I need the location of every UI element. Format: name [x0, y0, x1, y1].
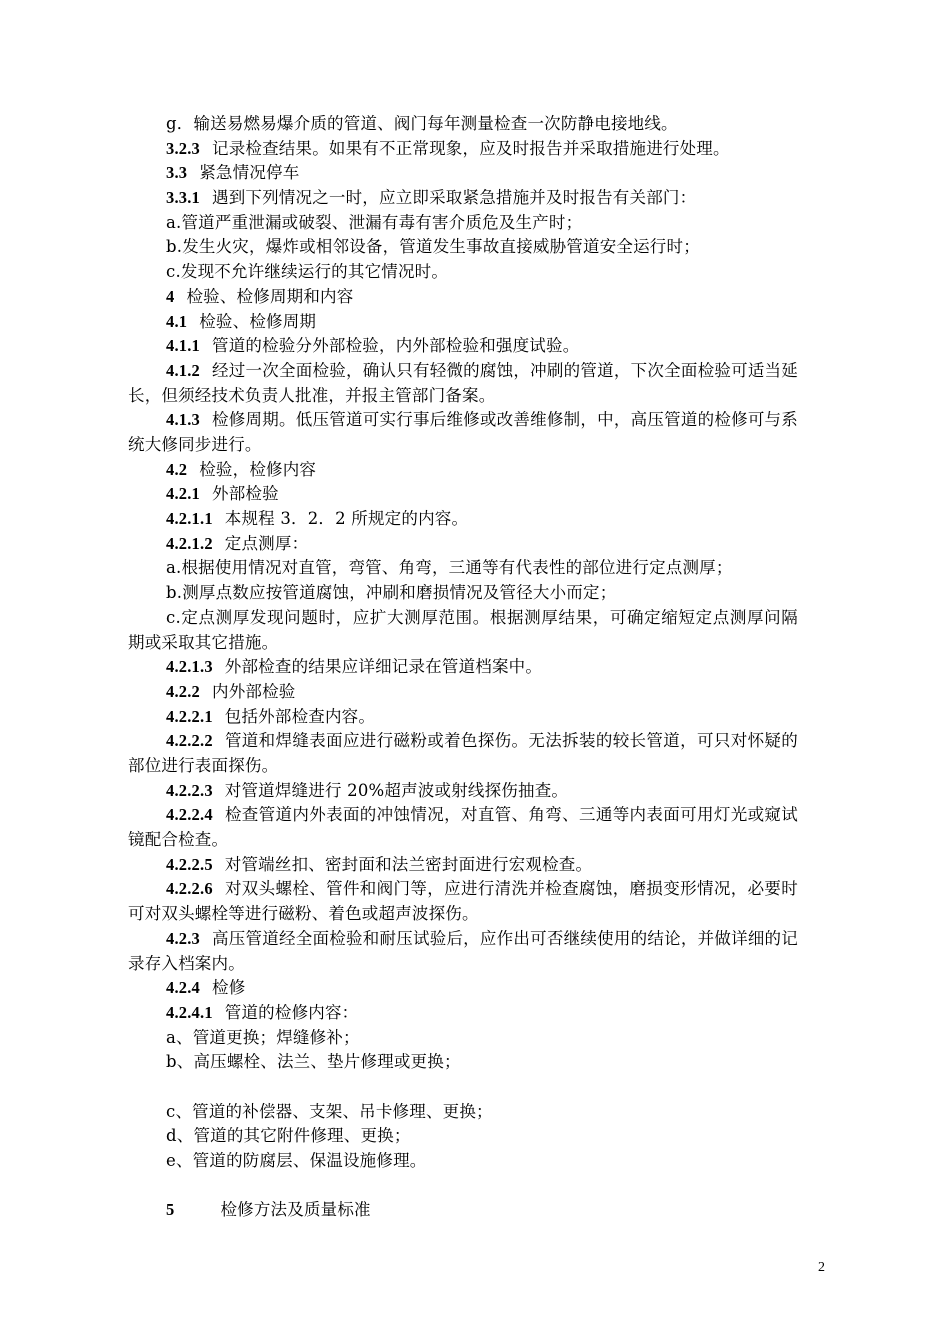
clause-text: 外部检验 [212, 484, 279, 504]
line-group-5 [166, 1100, 836, 1174]
clause-text: 管道的检验分外部检验，内外部检验和强度试验。 [212, 336, 580, 356]
clause-text: 检验、检修周期和内容 [186, 286, 354, 306]
clause-text: 紧急情况停车 [199, 163, 300, 183]
text-line [166, 1026, 836, 1051]
clause-text: 定点测厚： [224, 533, 309, 553]
clause-number: 4.2.1.1 [166, 509, 213, 529]
clause-text: b、高压螺栓、法兰、垫片修理或更换； [166, 1052, 461, 1072]
clause-text: 对双头螺栓、管件和阀门等，应进行清洗并检查腐蚀，磨损变形情况，必要时可对双头螺栓等进行磁粉、着色或超声波探伤。 [128, 879, 798, 924]
text-line [166, 1001, 836, 1026]
clause-number: 4.2.1.3 [166, 657, 213, 677]
clause-number: 4.2.1.2 [166, 533, 213, 553]
clause-text: e、管道的防腐层、保温设施修理。 [166, 1151, 427, 1171]
text-line [166, 482, 836, 507]
clause-text: c.发现不允许继续运行的其它情况时。 [166, 262, 449, 282]
clause-number: 4.2.1 [166, 484, 200, 504]
line-group-4 [166, 976, 836, 1075]
line-group-1 [166, 112, 836, 359]
text-line [166, 260, 836, 285]
text-line [166, 458, 836, 483]
text-line [166, 655, 836, 680]
paragraph-4-2-3 [128, 927, 798, 976]
clause-text: 管道和焊缝表面应进行磁粉或着色探伤。无法拆装的较长管道，可只对怀疑的部位进行表面探伤。 [128, 731, 798, 775]
text-line [166, 507, 836, 532]
clause-text: 检验、检修周期 [199, 311, 317, 331]
text-line [166, 532, 836, 557]
section-number: 5 [166, 1200, 175, 1220]
clause-text: 包括外部检查内容。 [224, 706, 376, 726]
clause-number: 4.2.4.1 [166, 1002, 213, 1022]
paragraph-c-thickness [128, 606, 798, 655]
text-line [166, 1100, 836, 1125]
clause-text: 检验，检修内容 [199, 459, 317, 479]
clause-number: 4.2.2.3 [166, 780, 213, 800]
text-line [166, 112, 836, 137]
clause-number: 4 [166, 286, 175, 306]
clause-text: 检修周期。低压管道可实行事后维修或改善维修制，中，高压管道的检修可与系统大修同步进行。 [128, 410, 798, 454]
clause-number: 4.2.2.1 [166, 706, 213, 726]
clause-text: 本规程 3．2．2 所规定的内容。 [224, 509, 469, 529]
text-line [166, 186, 836, 211]
clause-number: 4.2.4 [166, 978, 200, 998]
clause-text: 高压管道经全面检验和耐压试验后，应作出可否继续使用的结论，并做详细的记录存入档案内。 [128, 928, 798, 973]
clause-text: a、管道更换；焊缝修补； [166, 1027, 360, 1047]
paragraph-4-1-3 [128, 408, 798, 457]
clause-number: 4.2.2 [166, 681, 200, 701]
clause-text: b.发生火灾，爆炸或相邻设备，管道发生事故直接威胁管道安全运行时； [166, 237, 700, 257]
clause-text: c、管道的补偿器、支架、吊卡修理、更换； [166, 1101, 493, 1121]
clause-text: 检查管道内外表面的冲蚀情况，对直管、角弯、三通等内表面可用灯光或窥试镜配合检查。 [128, 805, 798, 850]
clause-text: 遇到下列情况之一时，应立即采取紧急措施并及时报告有关部门： [212, 188, 697, 208]
text-line [166, 581, 836, 606]
page-number: 2 [818, 1260, 825, 1275]
clause-number: 4.1.1 [166, 336, 200, 356]
clause-text: 检修 [212, 978, 246, 998]
text-line [166, 705, 836, 730]
text-line [166, 161, 836, 186]
text-line [166, 680, 836, 705]
text-line [166, 556, 836, 581]
text-line [166, 285, 836, 310]
text-line [166, 211, 836, 236]
clause-text: g．输送易燃易爆介质的管道、阀门每年测量检查一次防静电接地线。 [166, 114, 678, 133]
section-title: 检修方法及质量标准 [220, 1200, 371, 1220]
line-group-3 [166, 655, 836, 729]
clause-text: b.测厚点数应按管道腐蚀，冲刷和磨损情况及管径大小而定； [166, 583, 617, 603]
paragraph-4-2-2-4 [128, 803, 798, 852]
text-line [166, 976, 836, 1001]
text-line [166, 1149, 836, 1174]
clause-number: 4.2.2.5 [166, 854, 213, 874]
clause-text: a.根据使用情况对直管，弯管、角弯，三通等有代表性的部位进行定点测厚； [166, 558, 733, 578]
section-5-heading [166, 1198, 836, 1223]
clause-number: 4.2.2.6 [166, 879, 213, 899]
line-group-2 [166, 458, 836, 606]
clause-text: 对管道焊缝进行 20%超声波或射线探伤抽查。 [224, 780, 569, 800]
clause-text: d、管道的其它附件修理、更换； [166, 1126, 411, 1146]
line-4-2-2-3 [166, 779, 836, 804]
clause-number: 4.2 [166, 459, 188, 479]
clause-number: 4.2.2.2 [166, 731, 213, 751]
clause-number: 3.3.1 [166, 188, 200, 208]
text-line [166, 137, 836, 162]
paragraph-4-1-2 [128, 359, 798, 408]
clause-text: a.管道严重泄漏或破裂、泄漏有毒有害介质危及生产时； [166, 212, 583, 232]
clause-text: c.定点测厚发现问题时，应扩大测厚范围。根据测厚结果，可确定缩短定点测厚问隔期或采取其它措施。 [128, 607, 798, 652]
text-line [166, 235, 836, 260]
clause-number: 4.2.2.4 [166, 805, 213, 825]
clause-text: 管道的检修内容： [224, 1002, 359, 1022]
document-body [128, 112, 836, 1223]
text-line [166, 334, 836, 359]
text-line [166, 1124, 836, 1149]
text-line [166, 310, 836, 335]
clause-text: 外部检查的结果应详细记录在管道档案中。 [224, 657, 543, 677]
text-line [166, 1050, 836, 1075]
clause-number: 3.3 [166, 163, 188, 183]
clause-text: 记录检查结果。如果有不正常现象，应及时报告并采取措施进行处理。 [212, 138, 730, 158]
blank-line [166, 1174, 836, 1199]
clause-text: 经过一次全面检验，确认只有轻微的腐蚀，冲刷的管道，下次全面检验可适当延长，但须经技术负责人批准，并报主管部门备案。 [128, 360, 798, 405]
clause-number: 4.1.3 [166, 410, 200, 430]
clause-text: 内外部检验 [212, 681, 296, 701]
clause-number: 4.2.3 [166, 928, 200, 948]
paragraph-4-2-2-2 [128, 729, 798, 778]
clause-text: 对管端丝扣、密封面和法兰密封面进行宏观检查。 [224, 854, 593, 874]
clause-number: 3.2.3 [166, 138, 200, 158]
blank-line [166, 1075, 836, 1100]
clause-number: 4.1 [166, 311, 188, 331]
line-4-2-2-5 [166, 853, 836, 878]
paragraph-4-2-2-6 [128, 877, 798, 926]
clause-number: 4.1.2 [166, 360, 200, 380]
